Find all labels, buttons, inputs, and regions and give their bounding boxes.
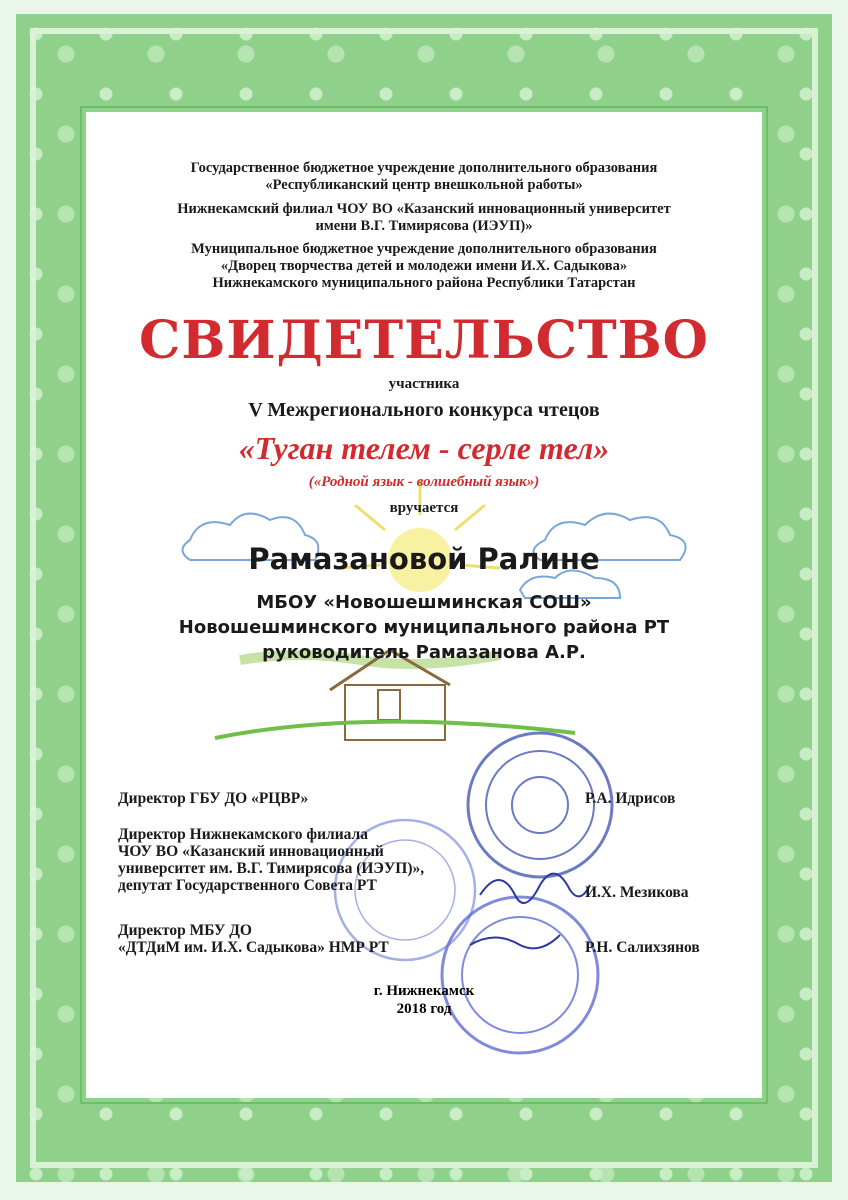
header-line-6: «Дворец творчества детей и молодежи имени И.Х. Садыкова» <box>220 258 628 274</box>
contest-russian-title: («Родной язык - волшебный язык») <box>308 474 540 490</box>
header-line-3: Нижнекамский филиал ЧОУ ВО «Казанский инновационный университет <box>177 201 671 217</box>
signature-name-2: И.Х. Мезикова <box>585 884 689 901</box>
awardee-school: МБОУ «Новошешминская СОШ» <box>256 592 592 613</box>
footer-year: 2018 год <box>396 1001 452 1017</box>
header-line-4: имени В.Г. Тимирясова (ИЭУП)» <box>315 218 533 234</box>
signature-position-2-line-1: Директор Нижнекамского филиала <box>118 826 368 843</box>
header-line-7: Нижнекамского муниципального района Республики Татарстан <box>212 275 636 291</box>
header-line-5: Муниципальное бюджетное учреждение дополнительного образования <box>191 241 657 257</box>
contest-tatar-title: «Туган телем - серле тел» <box>238 430 610 466</box>
participant-label: участника <box>388 376 460 392</box>
signature-name-3: Р.Н. Салихзянов <box>585 939 700 956</box>
awardee-name: Рамазановой Ралине <box>248 542 600 576</box>
signature-position-3-line-1: Директор МБУ ДО <box>118 922 252 939</box>
footer-city: г. Нижнекамск <box>373 983 475 999</box>
signature-position-2-line-4: депутат Государственного Совета РТ <box>118 877 377 894</box>
round-stamp-2 <box>442 897 598 1053</box>
awarded-label: вручается <box>389 500 459 516</box>
header-line-1: Государственное бюджетное учреждение дополнительного образования <box>190 160 658 176</box>
signature-position-2-line-2: ЧОУ ВО «Казанский инновационный <box>118 843 384 860</box>
header-line-2: «Республиканский центр внешкольной работы» <box>265 177 583 193</box>
contest-name: V Межрегионального конкурса чтецов <box>248 399 600 421</box>
awardee-district: Новошешминского муниципального района РТ <box>178 617 670 638</box>
signature-position-3-line-2: «ДТДиМ им. И.Х. Садыкова» НМР РТ <box>118 939 389 956</box>
signature-name-1: Р.А. Идрисов <box>585 790 676 807</box>
awardee-supervisor: руководитель Рамазанова А.Р. <box>262 642 586 663</box>
certificate-title: СВИДЕТЕЛЬСТВО <box>139 310 709 371</box>
signature-position-2-line-3: университет им. В.Г. Тимирясова (ИЭУП)», <box>118 860 425 877</box>
signature-position-1: Директор ГБУ ДО «РЦВР» <box>118 790 309 807</box>
